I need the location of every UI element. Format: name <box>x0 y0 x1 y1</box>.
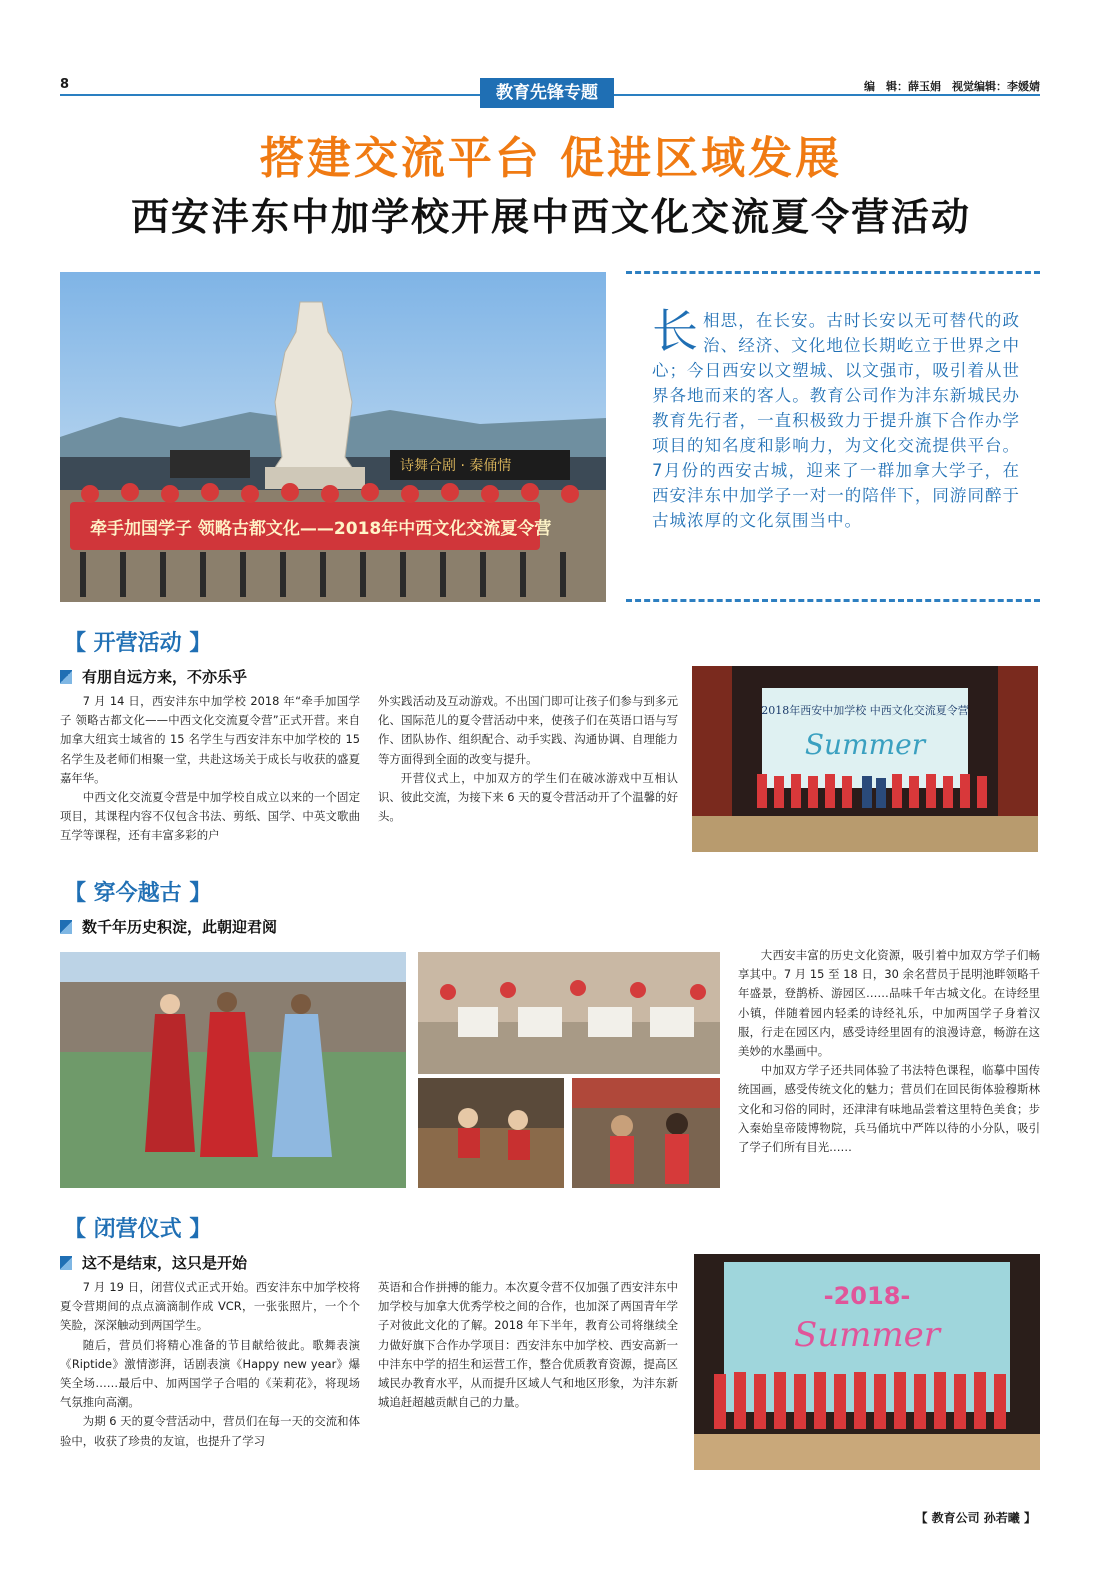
paragraph: 7 月 19 日，闭营仪式正式开始。西安沣东中加学校将夏令营期间的点点滴滴制作成 VCR，一张张照片，一个个笑脸，深深触动到两国学生。 <box>60 1280 360 1333</box>
hero-photo-illustration <box>60 272 606 602</box>
paragraph: 7 月 14 日，西安沣东中加学校 2018 年“牵手加国学子 领略古都文化——中西文化交流夏令营”正式开营。来自加拿大纽宾士域省的 15 名学生与西安沣东中加学校的 15 名学生及老师们相聚一堂，共赴这场关于成长与收获的盛夏嘉年华。 <box>60 694 360 785</box>
author-credit: 【 教育公司 孙若曦 】 <box>915 1511 1036 1525</box>
intro-paragraph <box>652 304 1020 533</box>
paragraph: 大西安丰富的历史文化资源，吸引着中加双方学子们畅享其中。7 月 15 至 18 日，30 余名营员于昆明池畔领略千年盛景，登鹊桥、游园区……品味千年古城文化。在诗经里小镇，伴随着园内轻柔的诗经礼乐，中加两国学子身着汉服，行走在园区内，感受诗经里固有的浪漫诗意，畅游在这美妙的水墨画中。 <box>738 948 1040 1059</box>
hero-banner-text: 牵手加国学子 领略古都文化——2018年中西文化交流夏令营 <box>90 519 552 539</box>
subtitle-text: 这不是结束，这只是开始 <box>82 1254 248 1272</box>
opening-photo-script: Summer <box>804 728 926 761</box>
paragraph: 外实践活动及互动游戏。不出国门即可让孩子们参与到多元化、国际范儿的夏令营活动中来，使孩子们在英语口语与写作、团队协作、组织配合、动手实践、沟通协调、自理能力等方面得到全面的改变与提升。 <box>378 694 678 766</box>
hero-photo <box>60 272 606 602</box>
bullet-marker-icon <box>60 920 72 934</box>
hanfu-photo <box>60 952 406 1188</box>
paragraph: 中加双方学子还共同体验了书法特色课程，临摹中国传统国画，感受传统文化的魅力；营员们在回民街体验穆斯林文化和习俗的同时，还津津有味地品尝着这里特色美食；步入秦始皇帝陵博物院，兵马俑坑中严阵以待的小分队，吸引了学子们所有目光…… <box>738 1063 1040 1155</box>
hero-sign-text: 诗舞合剧 · 秦俑情 <box>400 458 512 474</box>
hanfu-photo-illustration <box>60 952 406 1188</box>
closing-photo-illustration <box>694 1254 1040 1470</box>
street-photo-illustration <box>572 1078 720 1188</box>
opening-column-2 <box>378 692 678 826</box>
editor-credits: 编 辑：薛玉娟 视觉编辑：李媛婧 <box>864 80 1040 93</box>
closing-photo-script: Summer <box>793 1315 941 1355</box>
section-title-closing: 【 闭营仪式 】 <box>64 1217 212 1242</box>
calligraphy-photo-illustration <box>418 952 720 1074</box>
intro-text: 相思，在长安。古时长安以无可替代的政治、经济、文化地位长期屹立于世界之中心；今日西安以文塑城、以文强市，吸引着从世界各地而来的客人。教育公司作为沣东新城民办教育先行者，一直积极致力于提升旗下合作办学项目的知名度和影响力，为文化交流提供平台。7月份的西安古城，迎来了一群加拿大学子，在西安沣东中加学子一对一的陪伴下，同游同醉于古城浓厚的文化氛围当中。 <box>652 311 1020 530</box>
intro-bottom-divider <box>626 599 1040 602</box>
section-subtitle-closing <box>60 1252 247 1273</box>
market-photo <box>418 1078 564 1188</box>
paragraph: 为期 6 天的夏令营活动中，营员们在每一天的交流和体验中，收获了珍贵的友谊，也提升了学习 <box>60 1414 360 1448</box>
paragraph: 开营仪式上，中加双方的学生们在破冰游戏中互相认识、彼此交流，为接下来 6 天的夏令营活动开了个温馨的好头。 <box>378 770 678 824</box>
market-photo-illustration <box>418 1078 564 1188</box>
paragraph: 英语和合作拼搏的能力。本次夏令营不仅加强了西安沣东中加学校与加拿大优秀学校之间的合作，也加深了两国青年学子对彼此文化的了解。2018 年下半年，教育公司将继续全力做好旗下合作办学项目：西安沣东中加学校、西安高新一中沣东中学的招生和运营工作，整合优质教育资源，提高区域民办教育水平，从而提升区域人气和地区形象，为沣东新城追赶超越贡献自己的力量。 <box>378 1280 678 1410</box>
headline-sub: 西安沣东中加学校开展中西文化交流夏令营活动 <box>130 195 971 239</box>
section-subtitle-history <box>60 916 277 937</box>
section-title-opening: 【 开营活动 】 <box>64 631 212 656</box>
opening-photo-banner: 2018年西安中加学校 中西文化交流夏令营 <box>761 704 969 717</box>
intro-top-divider <box>626 271 1040 274</box>
section-tag: 教育先锋专题 <box>480 78 614 108</box>
calligraphy-class-photo <box>418 952 720 1074</box>
opening-ceremony-photo <box>692 666 1038 852</box>
headline-main: 搭建交流平台 促进区域发展 <box>259 133 843 184</box>
intro-dropcap: 长 <box>652 304 699 358</box>
closing-column-2 <box>378 1278 678 1412</box>
history-column <box>738 946 1040 1157</box>
subtitle-text: 数千年历史积淀，此朝迎君阅 <box>82 918 278 936</box>
section-subtitle-opening <box>60 666 247 687</box>
opening-photo-illustration <box>692 666 1038 852</box>
page-number: 8 <box>60 77 70 92</box>
section-title-history: 【 穿今越古 】 <box>64 881 212 906</box>
bullet-marker-icon <box>60 670 72 684</box>
opening-column-1 <box>60 692 360 846</box>
closing-ceremony-photo <box>694 1254 1040 1470</box>
closing-column-1 <box>60 1278 360 1451</box>
paragraph: 中西文化交流夏令营是中加学校自成立以来的一个固定项目，其课程内容不仅包含书法、剪纸、国学、中英文歌曲互学等课程，还有丰富多彩的户 <box>60 790 360 843</box>
subtitle-text: 有朋自远方来，不亦乐乎 <box>82 668 248 686</box>
bullet-marker-icon <box>60 1256 72 1270</box>
paragraph: 随后，营员们将精心准备的节目献给彼此。歌舞表演《Riptide》激情澎湃，话剧表演《Happy new year》爆笑全场……最后中、加两国学子合唱的《茉莉花》，将现场气氛推向高潮。 <box>60 1337 360 1410</box>
street-photo <box>572 1078 720 1188</box>
closing-photo-year: -2018- <box>823 1282 911 1310</box>
